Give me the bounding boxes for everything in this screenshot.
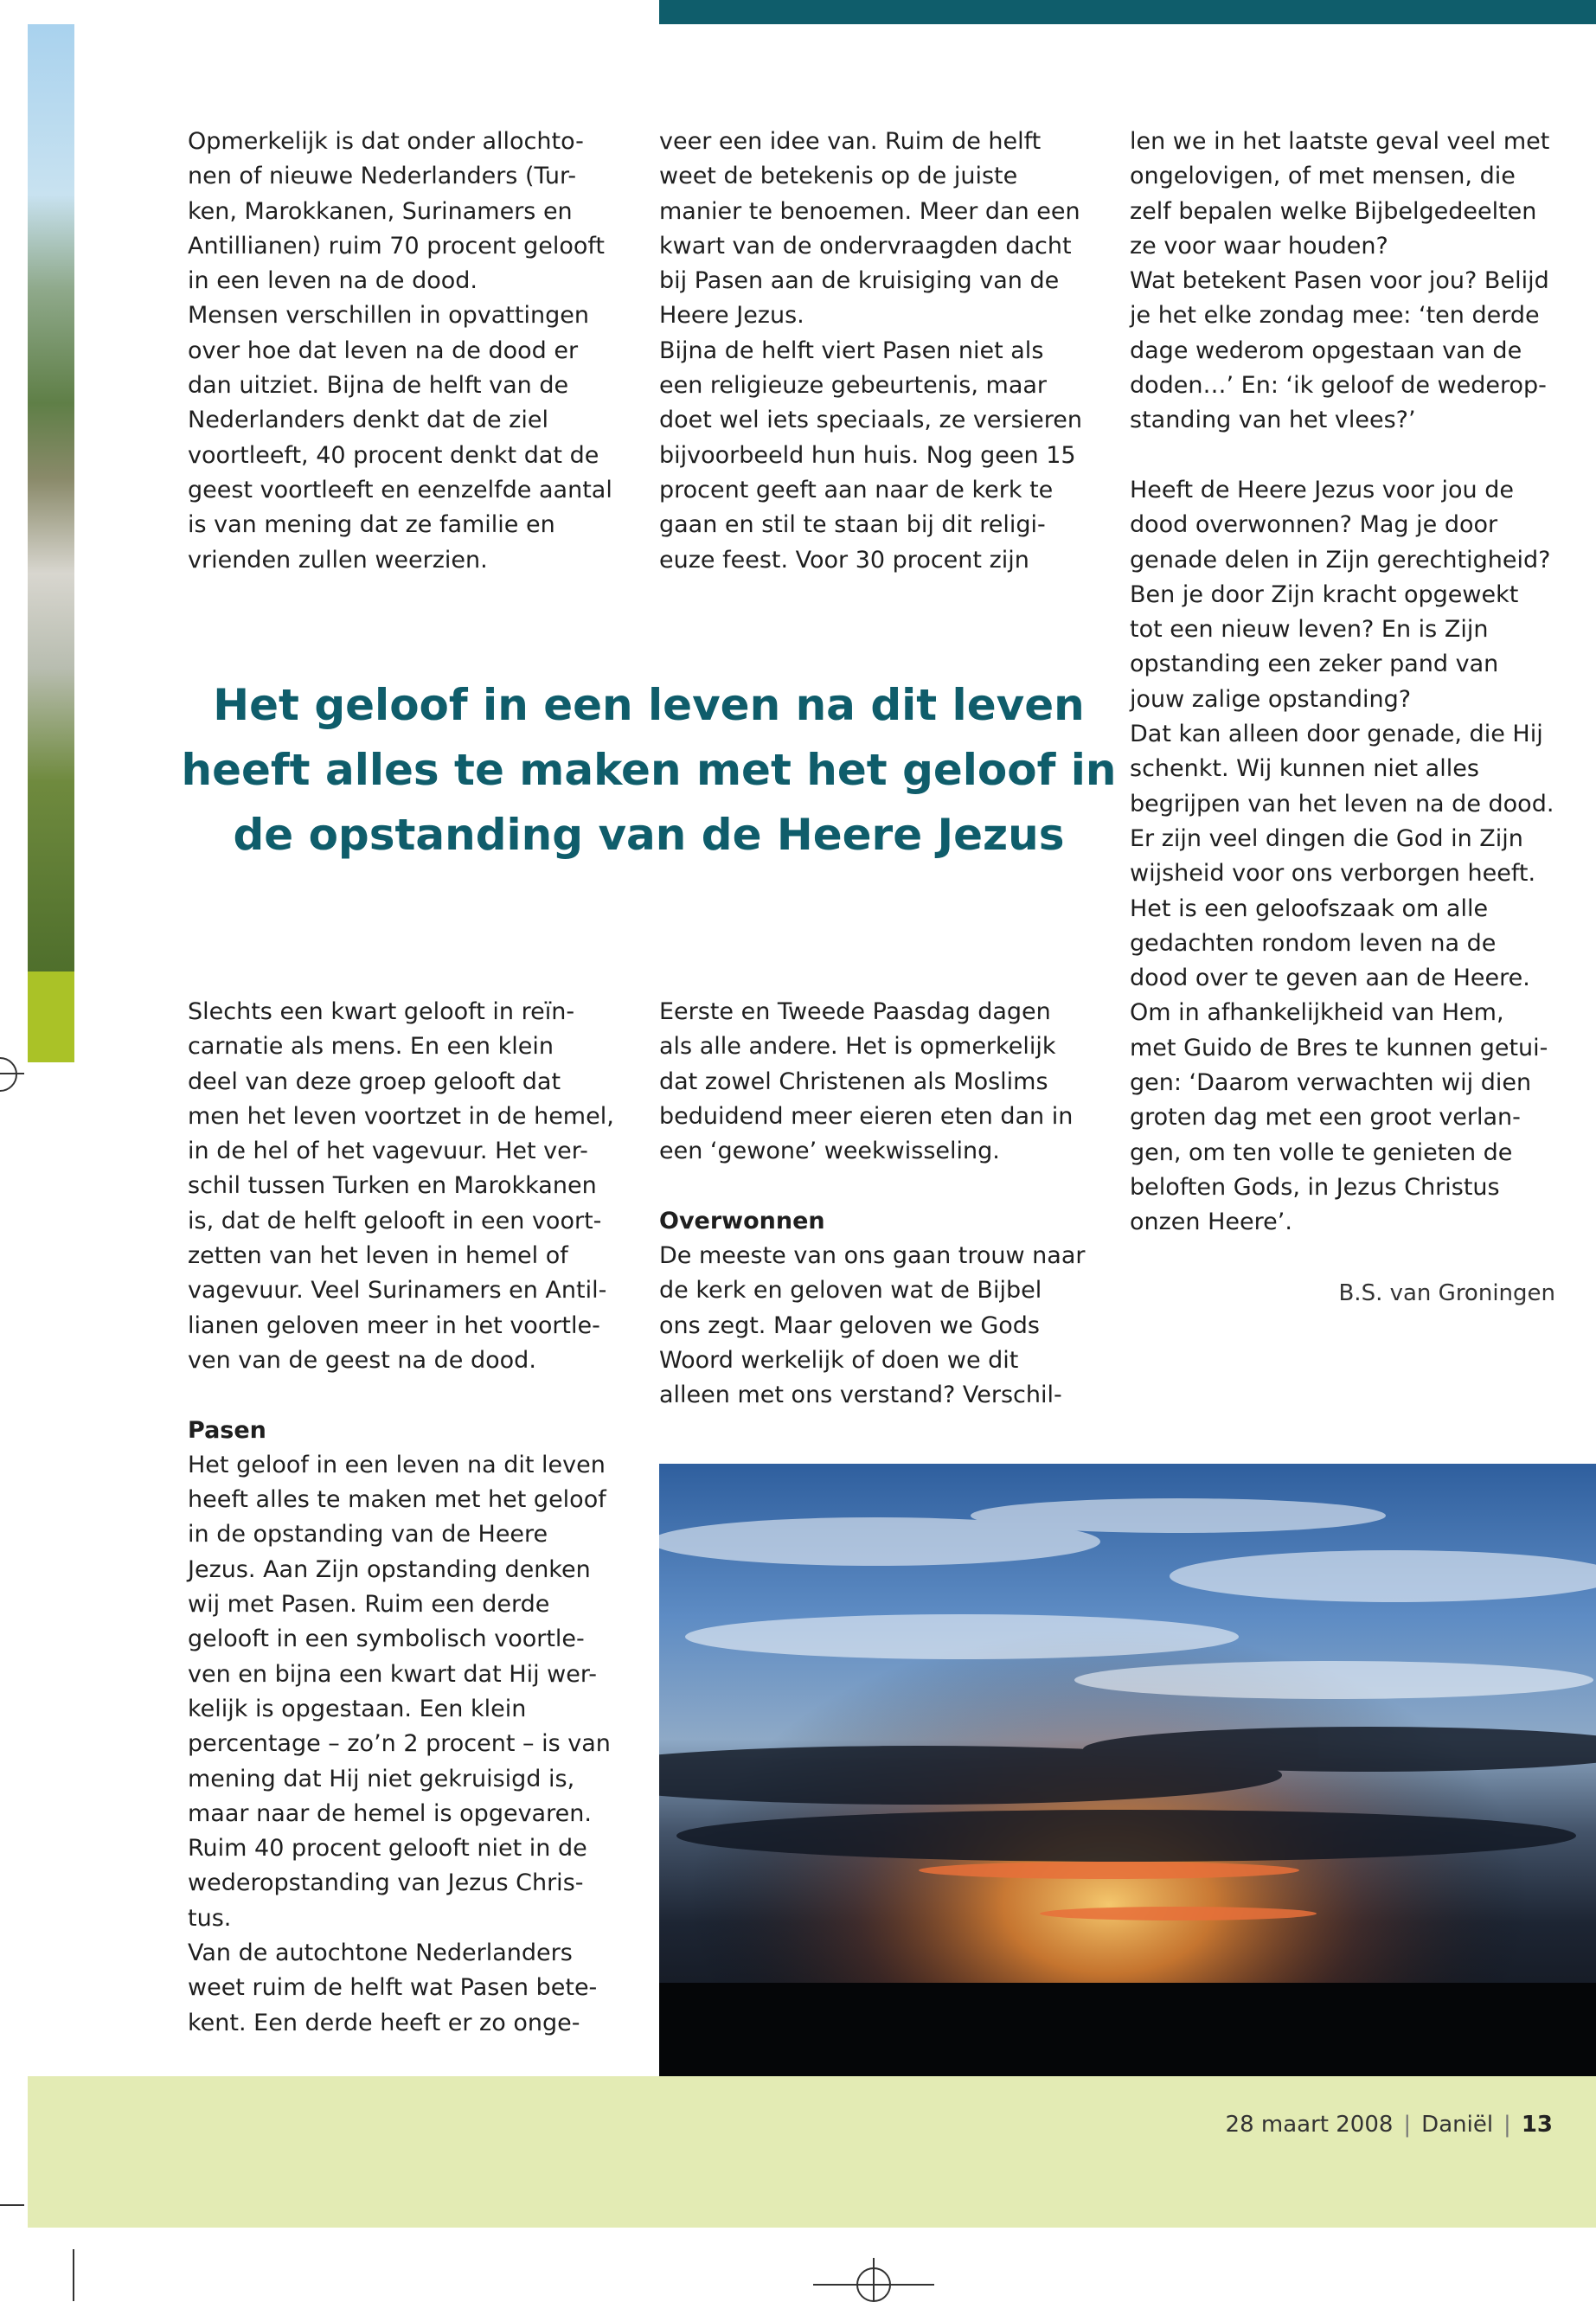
text-line: de kerk en geloven wat de Bijbel bbox=[659, 1277, 1042, 1305]
text-line: geest voortleeft en eenzelfde aantal bbox=[188, 476, 612, 503]
text-line: dat zowel Christenen als Moslims bbox=[659, 1068, 1048, 1095]
text-line: over hoe dat leven na de dood er bbox=[188, 337, 579, 364]
text-line: in de hel of het vagevuur. Het ver- bbox=[188, 1138, 588, 1165]
registration-mark-icon bbox=[0, 1057, 17, 1092]
text-line: als alle andere. Het is opmerkelijk bbox=[659, 1033, 1056, 1061]
text-line: ze voor waar houden? bbox=[1130, 232, 1388, 260]
heading-overwonnen: Overwonnen bbox=[659, 1207, 825, 1234]
text-line: Slechts een kwart gelooft in reïn- bbox=[188, 998, 575, 1025]
column-bottom-middle bbox=[659, 995, 1085, 1414]
crop-mark bbox=[0, 2204, 24, 2206]
text-line: heeft alles te maken met het geloof bbox=[188, 1486, 606, 1514]
text-line: nen of nieuwe Nederlanders (Tur- bbox=[188, 163, 577, 190]
text-line: tus. bbox=[188, 1904, 232, 1932]
text-line: len we in het laatste geval veel met bbox=[1130, 128, 1550, 155]
text-line: Ben je door Zijn kracht opgewekt bbox=[1130, 580, 1519, 608]
text-line: dage wederom opgestaan van de bbox=[1130, 337, 1522, 364]
text-line: Nederlanders denkt dat de ziel bbox=[188, 407, 548, 434]
text-line: ven van de geest na de dood. bbox=[188, 1346, 536, 1374]
text-line: groten dag met een groot verlan- bbox=[1130, 1104, 1521, 1132]
text-line: is, dat de helft gelooft in een voort- bbox=[188, 1207, 602, 1234]
text-line: procent geeft aan naar de kerk te bbox=[659, 476, 1054, 503]
text-line: zelf bepalen welke Bijbelgedeelten bbox=[1130, 197, 1537, 225]
text-line: genade delen in Zijn gerechtigheid? bbox=[1130, 546, 1551, 574]
text-line: schil tussen Turken en Marokkanen bbox=[188, 1172, 597, 1200]
text-line: dan uitziet. Bijna de helft van de bbox=[188, 372, 569, 400]
text-line: wij met Pasen. Ruim een derde bbox=[188, 1591, 550, 1619]
text-line: doet wel iets speciaals, ze versieren bbox=[659, 407, 1083, 434]
text-line: opstanding een zeker pand van bbox=[1130, 651, 1499, 678]
text-line: Er zijn veel dingen die God in Zijn bbox=[1130, 824, 1523, 852]
bottom-left-paragraph-a bbox=[188, 995, 614, 1378]
text-line: Ruim 40 procent gelooft niet in de bbox=[188, 1835, 587, 1863]
column-bottom-left bbox=[188, 995, 614, 2041]
issue-date: 28 maart 2008 bbox=[1225, 2112, 1394, 2138]
text-line: in een leven na de dood. bbox=[188, 267, 478, 295]
pull-quote bbox=[173, 673, 1125, 868]
text-line: tot een nieuw leven? En is Zijn bbox=[1130, 616, 1489, 644]
right-paragraph-a bbox=[1130, 125, 1554, 439]
text-line: Eerste en Tweede Paasdag dagen bbox=[659, 998, 1051, 1025]
text-line: dood over te geven aan de Heere. bbox=[1130, 965, 1530, 992]
cemetery-photo-strip bbox=[28, 24, 74, 971]
page-number: 13 bbox=[1521, 2112, 1553, 2138]
text-line: De meeste van ons gaan trouw naar bbox=[659, 1242, 1086, 1270]
text-line: carnatie als mens. En een klein bbox=[188, 1033, 554, 1061]
right-paragraph-b bbox=[1130, 473, 1554, 1241]
text-line: is van mening dat ze familie en bbox=[188, 511, 555, 539]
text-line: zetten van het leven in hemel of bbox=[188, 1242, 568, 1270]
text-line: vrienden zullen weerzien. bbox=[188, 546, 488, 574]
lime-accent-block bbox=[28, 971, 74, 1062]
text-line: bijvoorbeeld hun huis. Nog geen 15 bbox=[659, 441, 1076, 469]
footer-band bbox=[28, 2076, 1596, 2228]
text-line: gen, om ten volle te genieten de bbox=[1130, 1138, 1513, 1166]
text-line: Jezus. Aan Zijn opstanding denken bbox=[188, 1555, 591, 1583]
text-line: schenkt. Wij kunnen niet alles bbox=[1130, 755, 1479, 783]
bottom-middle-paragraph-a bbox=[659, 995, 1085, 1169]
text-line: Wat betekent Pasen voor jou? Belijd bbox=[1130, 267, 1549, 295]
footer-separator: | bbox=[1403, 2112, 1412, 2138]
text-line: standing van het vlees?’ bbox=[1130, 407, 1416, 434]
text-line: ons zegt. Maar geloven we Gods bbox=[659, 1311, 1041, 1339]
text-line: mening dat Hij niet gekruisigd is, bbox=[188, 1765, 575, 1792]
text-line: weet ruim de helft wat Pasen bete- bbox=[188, 1974, 598, 2002]
text-line: gaan en stil te staan bij dit religi- bbox=[659, 511, 1046, 539]
pull-quote-line: heeft alles te maken met het geloof in bbox=[181, 745, 1117, 795]
column-right bbox=[1130, 125, 1554, 1241]
text-line: beloften Gods, in Jezus Christus bbox=[1130, 1173, 1500, 1201]
heading-pasen: Pasen bbox=[188, 1416, 266, 1444]
text-line: veer een idee van. Ruim de helft bbox=[659, 128, 1042, 155]
footer-separator: | bbox=[1503, 2112, 1511, 2138]
column-top-left bbox=[188, 125, 612, 578]
crop-mark bbox=[73, 2249, 74, 2301]
text-line: een ‘gewone’ weekwisseling. bbox=[659, 1138, 1000, 1165]
text-line: gen: ‘Daarom verwachten wij dien bbox=[1130, 1069, 1532, 1097]
text-line: Opmerkelijk is dat onder allochto- bbox=[188, 128, 584, 155]
text-line: kwart van de ondervraagden dacht bbox=[659, 232, 1072, 260]
text-line: doden…’ En: ‘ik geloof de wederop- bbox=[1130, 372, 1547, 400]
text-line: wederopstanding van Jezus Chris- bbox=[188, 1869, 584, 1897]
text-line: Dat kan alleen door genade, die Hij bbox=[1130, 721, 1543, 748]
text-line: kent. Een derde heeft er zo onge- bbox=[188, 2009, 580, 2036]
text-line: deel van deze groep gelooft dat bbox=[188, 1068, 561, 1095]
text-line: percentage – zo’n 2 procent – is van bbox=[188, 1730, 611, 1758]
text-line: ongelovigen, of met mensen, die bbox=[1130, 163, 1516, 190]
text-line: gelooft in een symbolisch voortle- bbox=[188, 1626, 585, 1653]
text-line: onzen Heere’. bbox=[1130, 1209, 1292, 1236]
text-line: manier te benoemen. Meer dan een bbox=[659, 197, 1080, 225]
text-line: ven en bijna een kwart dat Hij wer- bbox=[188, 1660, 597, 1688]
text-line: gedachten rondom leven na de bbox=[1130, 929, 1497, 957]
text-line: jouw zalige opstanding? bbox=[1130, 685, 1412, 713]
text-line: Van de autochtone Nederlanders bbox=[188, 1940, 573, 1967]
text-line: beduidend meer eieren eten dan in bbox=[659, 1102, 1074, 1130]
text-line: Woord werkelijk of doen we dit bbox=[659, 1346, 1019, 1374]
text-line: men het leven voortzet in de hemel, bbox=[188, 1102, 614, 1130]
text-line: wijsheid voor ons verborgen heeft. bbox=[1130, 860, 1536, 888]
text-line: je het elke zondag mee: ‘ten derde bbox=[1130, 302, 1540, 330]
text-line: in de opstanding van de Heere bbox=[188, 1521, 548, 1549]
top-accent-bar bbox=[659, 0, 1596, 24]
text-line: Heere Jezus. bbox=[659, 302, 804, 330]
text-line: Om in afhankelijkheid van Hem, bbox=[1130, 999, 1504, 1027]
text-line: dood overwonnen? Mag je door bbox=[1130, 511, 1498, 539]
text-line: Het geloof in een leven na dit leven bbox=[188, 1451, 606, 1478]
footer-info bbox=[1226, 2109, 1553, 2140]
text-line: een religieuze gebeurtenis, maar bbox=[659, 372, 1048, 400]
pull-quote-line: de opstanding van de Heere Jezus bbox=[233, 810, 1065, 860]
text-line: lianen geloven meer in het voortle- bbox=[188, 1311, 600, 1339]
bottom-left-paragraph-b bbox=[188, 1448, 614, 2041]
text-line: Antillianen) ruim 70 procent gelooft bbox=[188, 232, 606, 260]
text-line: bij Pasen aan de kruisiging van de bbox=[659, 267, 1060, 295]
text-line: alleen met ons verstand? Verschil- bbox=[659, 1382, 1062, 1409]
column-top-middle bbox=[659, 125, 1082, 578]
text-line: met Guido de Bres te kunnen getui- bbox=[1130, 1034, 1548, 1061]
registration-mark-icon bbox=[856, 2267, 891, 2302]
magazine-name: Daniël bbox=[1421, 2112, 1494, 2138]
text-line: Heeft de Heere Jezus voor jou de bbox=[1130, 476, 1514, 503]
author-credit: B.S. van Groningen bbox=[1338, 1280, 1555, 1306]
text-line: weet de betekenis op de juiste bbox=[659, 163, 1018, 190]
text-line: Mensen verschillen in opvattingen bbox=[188, 302, 589, 330]
text-line: euze feest. Voor 30 procent zijn bbox=[659, 546, 1029, 574]
bottom-middle-paragraph-b bbox=[659, 1239, 1085, 1413]
text-line: maar naar de hemel is opgevaren. bbox=[188, 1799, 592, 1827]
sunset-sky-photo bbox=[659, 1464, 1596, 2076]
pull-quote-line: Het geloof in een leven na dit leven bbox=[213, 680, 1085, 730]
text-line: ken, Marokkanen, Surinamers en bbox=[188, 197, 573, 225]
text-line: Het is een geloofszaak om alle bbox=[1130, 895, 1489, 922]
text-line: begrijpen van het leven na de dood. bbox=[1130, 790, 1554, 818]
text-line: kelijk is opgestaan. Een klein bbox=[188, 1695, 527, 1722]
text-line: Bijna de helft viert Pasen niet als bbox=[659, 337, 1044, 364]
text-line: vagevuur. Veel Surinamers en Antil- bbox=[188, 1277, 607, 1305]
text-line: voortleeft, 40 procent denkt dat de bbox=[188, 441, 599, 469]
